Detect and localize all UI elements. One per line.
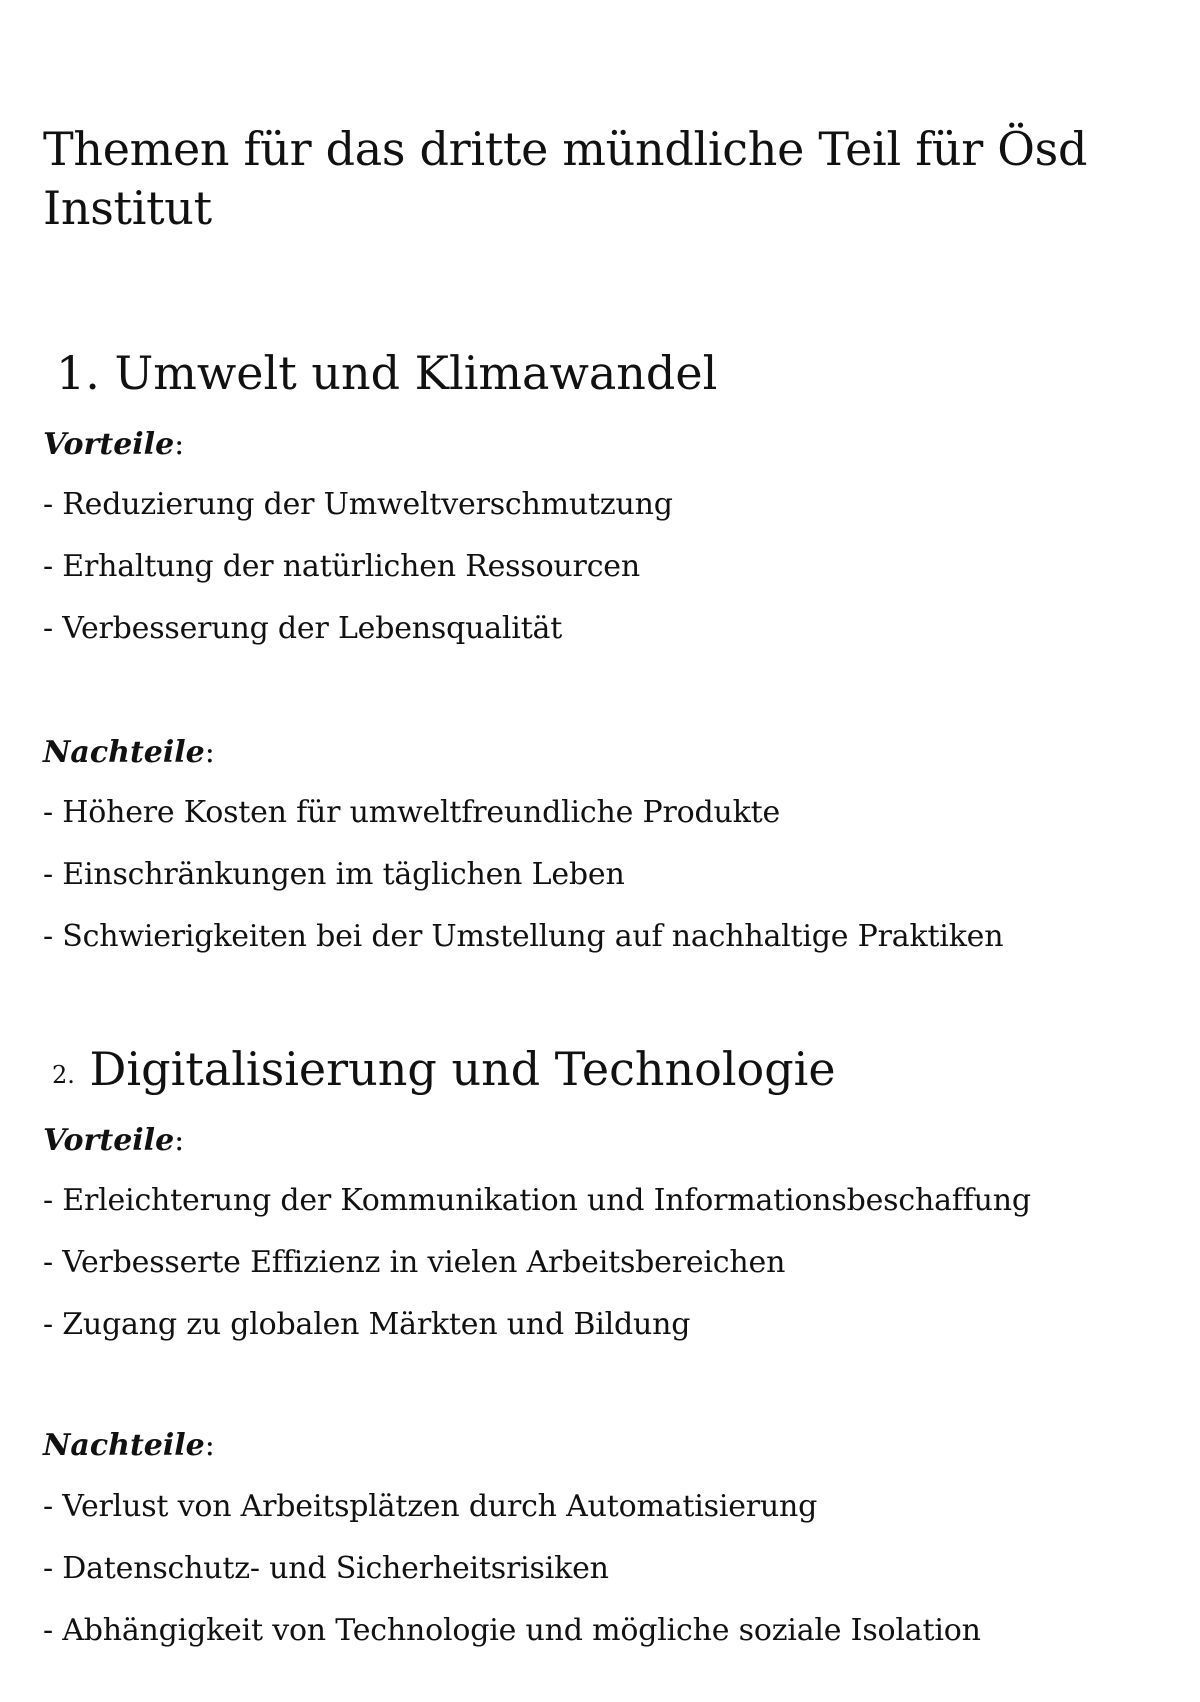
vorteile-list xyxy=(43,485,673,671)
section-heading-digitalisierung xyxy=(52,1041,836,1103)
list-item: - Verbesserte Effizienz in vielen Arbeitsbereichen xyxy=(43,1245,786,1280)
vorteile-label-text: Vorteile xyxy=(43,427,175,462)
list-item: - Abhängigkeit von Technologie und mögliche soziale Isolation xyxy=(43,1613,981,1648)
nachteile-label: Nachteile: xyxy=(43,1428,215,1463)
list-item: - Datenschutz- und Sicherheitsrisiken xyxy=(43,1551,609,1586)
list-item: - Verbesserung der Lebensqualität xyxy=(43,611,563,646)
nachteile-list xyxy=(43,1487,981,1673)
list-item: - Verlust von Arbeitsplätzen durch Automatisierung xyxy=(43,1489,818,1524)
section-title: Digitalisierung und Technologie xyxy=(89,1042,836,1096)
nachteile-list xyxy=(43,793,1003,979)
vorteile-list xyxy=(43,1181,1031,1367)
list-item: - Erleichterung der Kommunikation und Informationsbeschaffung xyxy=(43,1183,1031,1218)
vorteile-label: Vorteile: xyxy=(43,1123,185,1158)
list-item: - Höhere Kosten für umweltfreundliche Produkte xyxy=(43,795,781,830)
nachteile-label: Nachteile: xyxy=(43,735,215,770)
nachteile-label-text: Nachteile xyxy=(43,735,205,770)
document-title: Themen für das dritte mündliche Teil für Ösd Institut xyxy=(43,122,1088,235)
section-number: 2. xyxy=(52,1061,75,1089)
vorteile-label-text: Vorteile xyxy=(43,1123,175,1158)
vorteile-label: Vorteile: xyxy=(43,427,185,462)
list-item: - Einschränkungen im täglichen Leben xyxy=(43,857,625,892)
list-item: - Zugang zu globalen Märkten und Bildung xyxy=(43,1307,691,1342)
list-item: - Reduzierung der Umweltverschmutzung xyxy=(43,487,673,522)
list-item: - Erhaltung der natürlichen Ressourcen xyxy=(43,549,640,584)
section-title: Umwelt und Klimawandel xyxy=(114,346,718,400)
list-item: - Schwierigkeiten bei der Umstellung auf nachhaltige Praktiken xyxy=(43,919,1004,954)
nachteile-label-text: Nachteile xyxy=(43,1428,205,1463)
section-number: 1. xyxy=(56,346,100,400)
section-heading-umwelt xyxy=(56,345,717,401)
